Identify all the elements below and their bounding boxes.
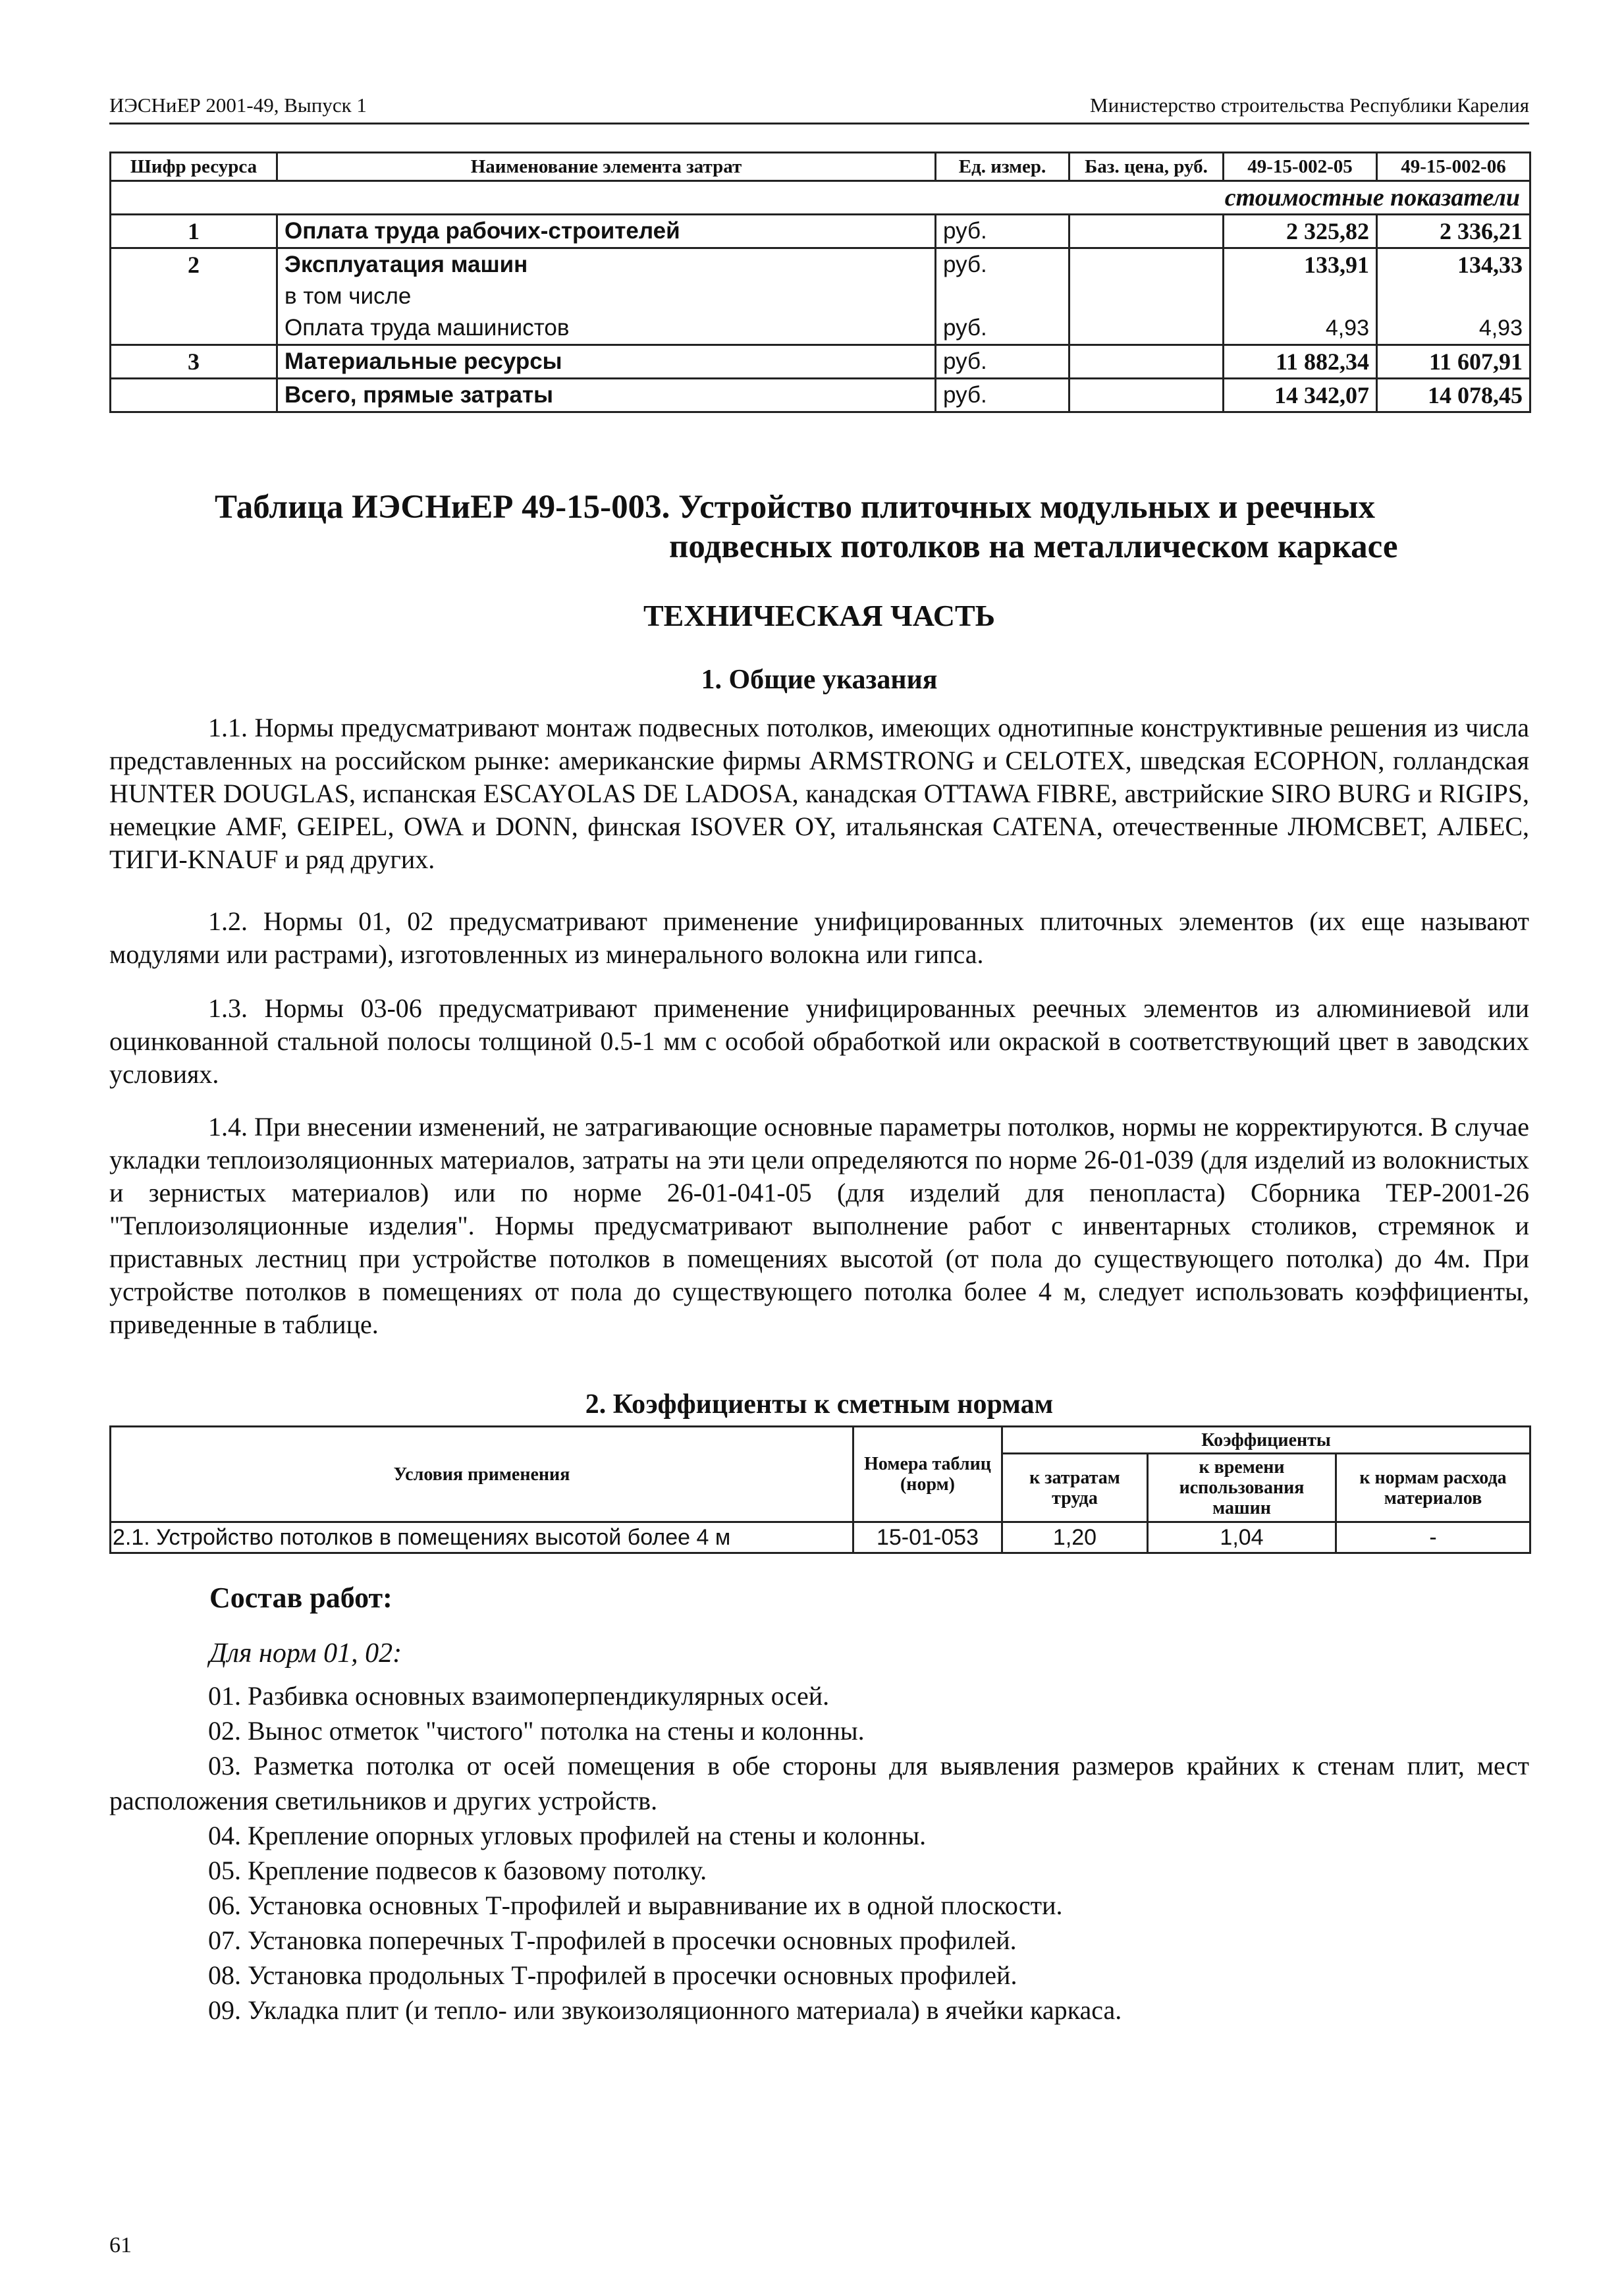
- paragraph-text: 1.4. При внесении изменений, не затрагивающие основные параметры потолков, нормы не корректируются. В случае укладки теплоизоляционных материалов, затраты на эти цели определяются по норме 26-01-039 (для изделий из волокнистых и зернистых материалов) или по норме 26-01-041-05 (для изделий для пенопласта) Сборника ТЕР-2001-26 "Теплоизоляционные изделия". Нормы предусматривают выполнение работ с инвентарных столиков, стремянок и приставных лестниц при устройстве потолков в помещениях высотой (от пола до существующего потолка) до 4м. При устройстве потолков в помещениях от пола до существующего потолка более 4 м, следует использовать коэффициенты, приведенные в таблице.: [109, 1112, 1529, 1339]
- row-name: Оплата труда машинистов: [277, 312, 936, 345]
- list-item: 03. Разметка потолка от осей помещения в обе стороны для выявления размеров крайних к стенам плит, мест расположения светильников и других устройств.: [109, 1751, 1529, 1815]
- row-code: 2: [111, 248, 277, 281]
- works-heading: Состав работ:: [209, 1582, 392, 1614]
- col-header-unit: Ед. измер.: [936, 153, 1069, 181]
- row-name: Материальные ресурсы: [277, 345, 936, 379]
- works-subheading: Для норм 01, 02:: [209, 1638, 402, 1669]
- coef-machines: 1,04: [1148, 1522, 1336, 1553]
- row-unit: руб.: [936, 312, 1069, 345]
- row-name: Оплата труда рабочих-строителей: [277, 215, 936, 248]
- list-item: 01. Разбивка основных взаимоперпендикулярных осей.: [208, 1681, 830, 1711]
- cost-subheader: стоимостные показатели: [111, 181, 1530, 215]
- paragraph-1-3: [109, 992, 1529, 1091]
- col-header-labor: к затратам труда: [1002, 1454, 1148, 1522]
- row-value-05: 14 342,07: [1224, 379, 1377, 412]
- row-value-05: 133,91: [1224, 248, 1377, 281]
- col-header-norm-05: 49-15-002-05: [1224, 153, 1377, 181]
- table-row-total: [111, 379, 1530, 412]
- running-header: [109, 92, 1529, 124]
- list-item: 07. Установка поперечных Т-профилей в просечки основных профилей.: [208, 1925, 1017, 1955]
- row-value-06: 4,93: [1377, 312, 1530, 345]
- page-number: 61: [109, 2233, 132, 2257]
- cost-table-header-row: [111, 153, 1530, 181]
- list-item: 04. Крепление опорных угловых профилей на стены и колонны.: [208, 1821, 927, 1850]
- row-code: [111, 312, 277, 345]
- table-row: [111, 345, 1530, 379]
- col-header-table-numbers: Номера таблиц (норм): [853, 1427, 1002, 1522]
- coef-header-row-1: [111, 1427, 1530, 1454]
- cost-table-subheader-row: [111, 181, 1530, 215]
- table-title-line1: Таблица ИЭСНиЕР 49-15-003. Устройство плиточных модульных и реечных: [215, 489, 1376, 526]
- row-price: [1069, 345, 1224, 379]
- row-code: [111, 281, 277, 312]
- table-title-line2: подвесных потолков на металлическом каркасе: [669, 528, 1398, 565]
- row-name: Эксплуатация машин: [277, 248, 936, 281]
- row-price: [1069, 312, 1224, 345]
- row-value-05: 2 325,82: [1224, 215, 1377, 248]
- row-value-06: 134,33: [1377, 248, 1530, 281]
- cost-table: [109, 152, 1531, 413]
- coef-condition: 2.1. Устройство потолков в помещениях высотой более 4 м: [111, 1522, 853, 1553]
- row-price: [1069, 248, 1224, 281]
- row-value-05: 11 882,34: [1224, 345, 1377, 379]
- list-item: 08. Установка продольных Т-профилей в просечки основных профилей.: [208, 1960, 1017, 1990]
- row-code: [111, 379, 277, 412]
- row-name: в том числе: [277, 281, 936, 312]
- coef-materials: -: [1336, 1522, 1530, 1553]
- row-unit: [936, 281, 1069, 312]
- paragraph-1-2: [109, 905, 1529, 971]
- table-row: [111, 248, 1530, 281]
- table-row: [111, 1522, 1530, 1553]
- row-value-06: 2 336,21: [1377, 215, 1530, 248]
- table-row: [111, 312, 1530, 345]
- technical-part-heading: ТЕХНИЧЕСКАЯ ЧАСТЬ: [643, 599, 996, 632]
- paragraph-1-4: [109, 1111, 1529, 1341]
- row-code: 3: [111, 345, 277, 379]
- list-item: 05. Крепление подвесов к базовому потолку.: [208, 1856, 707, 1885]
- col-header-machines: к времени использования машин: [1148, 1454, 1336, 1522]
- row-price: [1069, 379, 1224, 412]
- paragraph-text: 1.2. Нормы 01, 02 предусматривают применение унифицированных плиточных элементов (их еще называют модулями или растрами), изготовленных из минерального волокна или гипса.: [109, 906, 1529, 969]
- coef-labor: 1,20: [1002, 1522, 1148, 1553]
- list-item: 09. Укладка плит (и тепло- или звукоизоляционного материала) в ячейки каркаса.: [208, 1995, 1122, 2025]
- header-left: ИЭСНиЕР 2001-49, Выпуск 1: [109, 94, 367, 117]
- table-title: [109, 487, 1529, 566]
- row-unit: руб.: [936, 248, 1069, 281]
- row-price: [1069, 281, 1224, 312]
- row-unit: руб.: [936, 345, 1069, 379]
- row-code: 1: [111, 215, 277, 248]
- row-value-05: [1224, 281, 1377, 312]
- col-header-conditions: Условия применения: [111, 1427, 853, 1522]
- col-header-code: Шифр ресурса: [111, 153, 277, 181]
- row-value-06: 11 607,91: [1377, 345, 1530, 379]
- row-unit: руб.: [936, 379, 1069, 412]
- header-right: Министерство строительства Республики Карелия: [1090, 94, 1529, 117]
- col-header-coefficients: Коэффициенты: [1002, 1427, 1530, 1454]
- table-row: [111, 281, 1530, 312]
- row-value-06: 14 078,45: [1377, 379, 1530, 412]
- row-value-06: [1377, 281, 1530, 312]
- col-header-name: Наименование элемента затрат: [277, 153, 936, 181]
- section1-heading: 1. Общие указания: [701, 665, 938, 695]
- coefficients-table: [109, 1425, 1531, 1554]
- paragraph-text: 1.3. Нормы 03-06 предусматривают применение унифицированных реечных элементов из алюминиевой или оцинкованной стальной полосы толщиной 0.5-1 мм с особой обработкой или окраской в соответствующий цвет в заводских условиях.: [109, 993, 1529, 1089]
- paragraph-text: 1.1. Нормы предусматривают монтаж подвесных потолков, имеющих однотипные конструктивные решения из числа представленных на российском рынке: американские фирмы ARMSTRONG и CELOTEX, шведская ECOPHON, голландская HUNTER DOUGLAS, испанская ESCAYOLAS DE LADOSA, канадская OTTAWA FIBRE, австрийские SIRO BURG и RIGIPS, немецкие AMF, GEIPEL, OWA и DONN, финская ISOVER OY, итальянская CATENA, отечественные ЛЮМСВЕТ, АЛБЕС, ТИГИ-KNAUF и ряд других.: [109, 713, 1529, 874]
- list-item: 02. Вынос отметок "чистого" потолка на стены и колонны.: [208, 1716, 865, 1746]
- row-name: Всего, прямые затраты: [277, 379, 936, 412]
- works-list: [109, 1678, 1529, 2028]
- row-unit: руб.: [936, 215, 1069, 248]
- col-header-price: Баз. цена, руб.: [1069, 153, 1224, 181]
- table-row: [111, 215, 1530, 248]
- coef-table-numbers: 15-01-053: [853, 1522, 1002, 1553]
- section2-heading: 2. Коэффициенты к сметным нормам: [585, 1389, 1054, 1420]
- paragraph-1-1: [109, 711, 1529, 876]
- col-header-norm-06: 49-15-002-06: [1377, 153, 1530, 181]
- list-item: 06. Установка основных Т-профилей и выравнивание их в одной плоскости.: [208, 1891, 1063, 1920]
- row-value-05: 4,93: [1224, 312, 1377, 345]
- row-price: [1069, 215, 1224, 248]
- col-header-materials: к нормам расхода материалов: [1336, 1454, 1530, 1522]
